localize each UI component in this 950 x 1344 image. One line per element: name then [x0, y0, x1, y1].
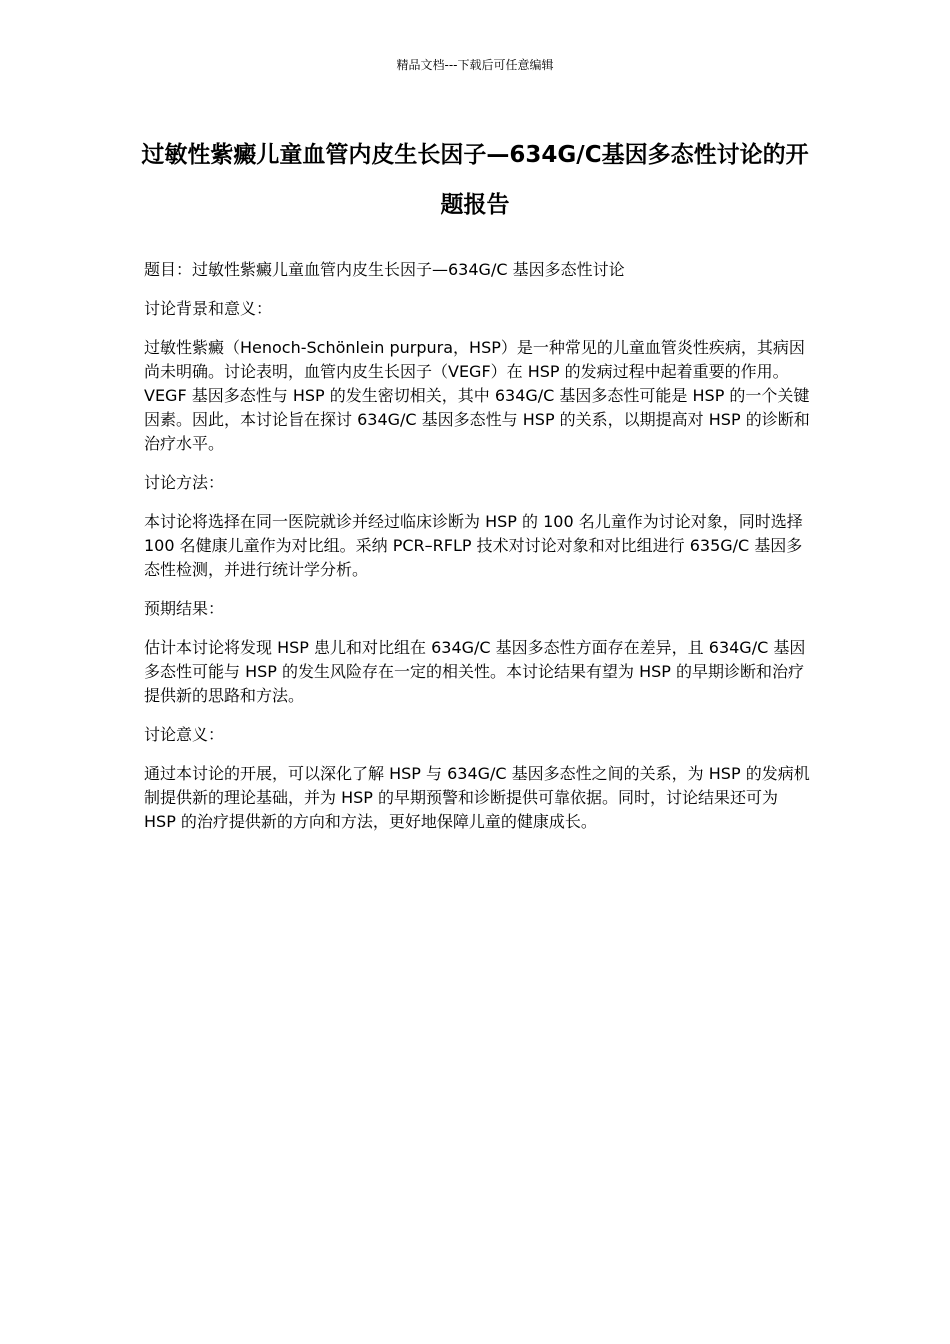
page-header: 精品文档---下载后可任意编辑 [396, 58, 554, 72]
methods-heading: 讨论方法： [144, 473, 225, 492]
background-heading: 讨论背景和意义： [144, 299, 273, 318]
document-body [144, 258, 812, 849]
results-heading: 预期结果： [144, 599, 225, 618]
significance-heading: 讨论意义： [144, 725, 225, 744]
document-title: 过敏性紫癜儿童血管内皮生长因子—634G/C基因多态性讨论的开题报告 [141, 142, 809, 218]
results-paragraph: 估计本讨论将发现 HSP 患儿和对比组在 634G/C 基因多态性方面存在差异，且 634G/C 基因多态性可能与 HSP 的发生风险存在一定的相关性。本讨论结果有望为 HSP 的早期诊断和治疗提供新的思路和方法。 [144, 638, 806, 705]
methods-paragraph: 本讨论将选择在同一医院就诊并经过临床诊断为 HSP 的 100 名儿童作为讨论对象，同时选择 100 名健康儿童作为对比组。采纳 PCR–RFLP 技术对讨论对象和对比组进行 635G/C 基因多态性检测，并进行统计学分析。 [144, 512, 803, 579]
topic-line: 题目：过敏性紫癜儿童血管内皮生长因子—634G/C 基因多态性讨论 [144, 260, 625, 279]
significance-paragraph: 通过本讨论的开展，可以深化了解 HSP 与 634G/C 基因多态性之间的关系，为 HSP 的发病机制提供新的理论基础，并为 HSP 的早期预警和诊断提供可靠依据。同时，讨论结果还可为 HSP 的治疗提供新的方向和方法，更好地保障儿童的健康成长。 [144, 764, 810, 831]
background-paragraph: 过敏性紫癜（Henoch-Schönlein purpura，HSP）是一种常见的儿童血管炎性疾病，其病因尚未明确。讨论表明，血管内皮生长因子（VEGF）在 HSP 的发病过程中起着重要的作用。VEGF 基因多态性与 HSP 的发生密切相关，其中 634G/C 基因多态性可能是 HSP 的一个关键因素。因此，本讨论旨在探讨 634G/C 基因多态性与 HSP 的关系，以期提高对 HSP 的诊断和治疗水平。 [144, 338, 810, 453]
